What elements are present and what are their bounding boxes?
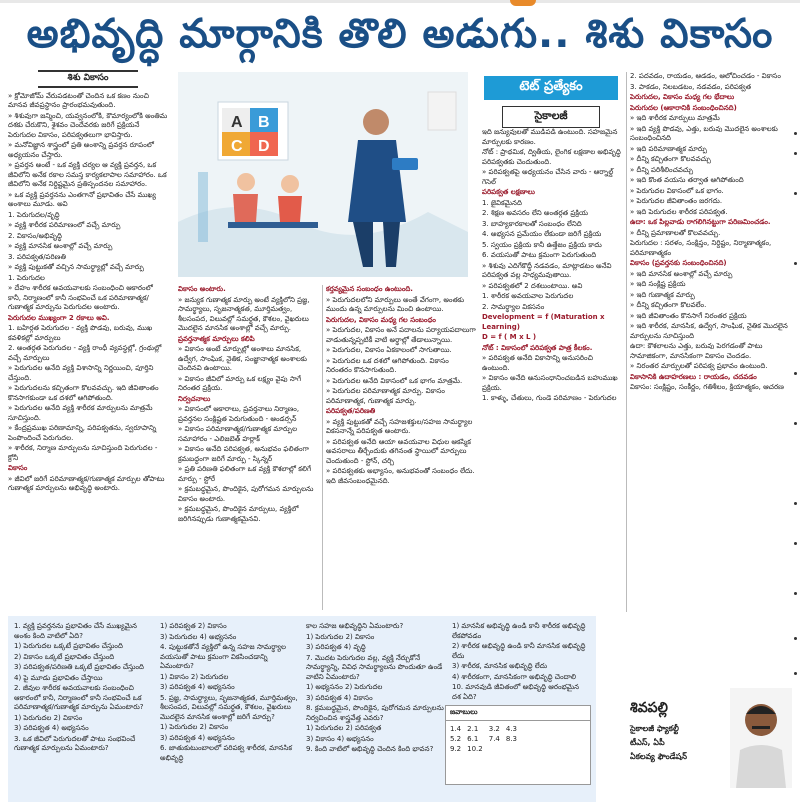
text-paragraph: » క్రమబద్ధమైన, పొందికైన, పురోగమన మార్పులను వికాసం అంటారు.	[178, 485, 314, 503]
answer-cell: 8.3	[505, 735, 518, 743]
text-paragraph: 3) శారీరక, మానసిక అభివృద్ధి లేదు	[452, 662, 548, 670]
text-paragraph: » దీన్ని కచ్చితంగా కొలవలేం.	[630, 301, 707, 309]
svg-text:B: B	[258, 114, 270, 131]
text-paragraph: పెరుగుదల : సరళం, సంక్షిప్తం, నిర్దిష్టం, నిర్మాణాత్మకం, పరిమాణాత్మకం	[630, 239, 772, 257]
text-paragraph: 3. ఒక జీవిలో పెరుగుదలతో పాటు సంభవించే గుణాత్మక మార్పులను ఏమంటారు?	[14, 734, 136, 752]
column-2	[178, 285, 320, 610]
text-paragraph: 3) పరిపక్వత/పరిణతి ఒక్కటే ప్రభావితం చేస్తుంది	[14, 663, 144, 671]
text-paragraph: » ఇది జీవితాంతం కొనసాగే నిరంతర ప్రక్రియ	[630, 311, 747, 320]
text-paragraph: » దేహం శారీరక అవయవాలకు సంబంధించి ఆకారంలో కానీ, నిర్మాణంలో కానీ సంభవించే ఒక పరిమాణాత్మక/గుణాత్మక మార్పును పెరుగుదల అంటారు.	[8, 284, 153, 311]
answer-cell	[506, 744, 523, 754]
author-photo	[730, 688, 792, 788]
text-paragraph: వికాసం: సంక్లిష్టం, సంకీర్ణం, గతిశీలం, క్రియాత్మకం, ఆచరణ	[630, 383, 784, 391]
text-paragraph: » దీన్ని పరిశీలించవచ్చు	[630, 165, 694, 174]
text-paragraph: » పెరుగుదల, వికాసం అనే పదాలను పర్యాయపదాలుగా వాడుతున్నప్పటికీ వాటి అర్థాల్లో తేడాలున్నాయి.	[326, 326, 476, 344]
text-paragraph: D = f ( M x L )	[482, 333, 537, 341]
author-institute: ఏకలవ్య ఫౌండేషన్	[630, 752, 687, 761]
text-paragraph: » ఇది మానసిక అంశాల్లో వచ్చే మార్పు	[630, 269, 733, 278]
text-paragraph: » ఇది శారీరక మార్పులు మాత్రమే	[630, 114, 720, 122]
text-paragraph: » వికాసంలో ఆకారాలు, ప్రవర్తనాలు నిర్మాణం, ప్రవర్తనల సంక్లిష్టత పెరుగుతుంది - ఆండర్సన్	[178, 405, 300, 423]
answer-cell: 1.4	[450, 725, 462, 733]
text-paragraph: 1) పెరుగుదల 2) వికాసం	[160, 723, 229, 731]
text-paragraph: 1. జైవికమైనది	[482, 198, 522, 207]
text-paragraph: నిర్వచనాలు	[178, 394, 211, 403]
text-paragraph: 2. వికాసం/అభివృద్ధి	[8, 231, 62, 240]
text-paragraph: వికాసం	[8, 464, 28, 472]
text-paragraph: » వికాసం పరిమాణాత్మక/గుణాత్మక మార్పుల సమాహారం - ఎలిజబెత్ హర్లాక్	[178, 425, 298, 443]
tet-banner	[484, 76, 618, 128]
text-paragraph: 4) పై మూడు ప్రభావితం చేస్తాయి	[14, 673, 103, 682]
text-paragraph: » వ్యక్తి పుట్టుకతో వచ్చే సహజశక్తుల/సహజ సామర్థ్యాల వికసనాన్నే పరిపక్వత అంటారు.	[326, 417, 473, 435]
answer-key	[445, 705, 591, 785]
text-paragraph: ఉదా: ఒక పిల్లవాడు రాగలిగినట్టుగా పరిణమించడం.	[630, 218, 771, 226]
text-paragraph: 1) మానసిక అభివృద్ధి ఉండి కానీ శారీరక అభివృద్ధి లేకపోవడం	[452, 622, 586, 640]
text-paragraph: నోట్ : వికాసంలో పరిపక్వత పాత్ర కీలకం.	[482, 343, 593, 352]
text-paragraph: 1) అభ్యసనం 2) పెరుగుదల	[306, 683, 383, 691]
text-paragraph: 9. కింది వాటిలో అభివృద్ధి చెందిన కింది భావన?	[306, 745, 434, 753]
text-paragraph: » వ్యక్తి శారీరక పరిమాణంలో వచ్చే మార్పు	[8, 221, 121, 229]
text-paragraph: » ఇది పెరుగుదల శారీరక పరిపక్వత.	[630, 207, 728, 216]
text-paragraph: » పరిపక్వతలో 2 దశలుంటాయి. అవి	[482, 281, 583, 290]
text-paragraph: » పెరుగుదలను కచ్చితంగా కొలవవచ్చు. ఇది జీవితాంతం కొనసాగకుండా ఒక దశలో ఆగిపోతుంది.	[8, 384, 159, 402]
answer-cell: 4.3	[505, 725, 518, 733]
text-paragraph: 3) పరిపక్వత 4) వృద్ధి	[306, 643, 366, 651]
text-paragraph: 1. పెరుగుదల/వృద్ధి	[8, 210, 60, 219]
text-paragraph: 3) వికాసం 4) అభ్యసనం	[306, 734, 374, 743]
text-paragraph: 4) శారీరకంగా, మానసికంగా అభివృద్ధి చెందాలి	[452, 672, 577, 681]
quiz-column-1	[14, 622, 152, 798]
text-paragraph: » పరిపక్వతకు అభ్యాసం, అనుభవంతో సంబంధం లేదు. ఇది జీవసంబంధమైనది.	[326, 467, 475, 485]
psychology-label: సైకాలజీ	[502, 106, 600, 128]
text-paragraph: 1) పెరుగుదల ఒక్కటే ప్రభావితం చేస్తుంది	[14, 642, 123, 650]
text-paragraph: 3. బాహ్యకారకాలతో సంబంధం లేనిది	[482, 219, 582, 228]
text-paragraph: 3. పరిపక్వత/పరిణతి	[8, 252, 66, 261]
text-paragraph: » పరిపక్వత అనేది వికాసాన్ని అనుసరించి ఉంటుంది.	[482, 354, 593, 372]
tet-label: టెట్ ప్రత్యేకం	[484, 76, 618, 100]
text-paragraph: 1) వికాసం 2) పెరుగుదల	[160, 672, 229, 681]
text-paragraph: 1. బహిర్గత పెరుగుదల - వ్యక్తి పొడవు, బరువు, ముఖ కవళికల్లో మార్పులు	[8, 324, 153, 342]
text-paragraph: 10. మానవుడి జీవితంలో అభివృద్ధి ఆరంభమైన దశ ఏది?	[452, 683, 580, 701]
text-paragraph: కర్తవ్యమైన సంబంధం ఉంటుంది.	[326, 285, 413, 293]
text-paragraph: 8. క్రమబద్ధమైన, పొందికైన, పురోగమన మార్పులను నిర్వచించిన శాస్త్రవేత్త ఎవరు?	[306, 704, 444, 722]
answer-cell: 3.2	[488, 725, 500, 733]
text-paragraph: 1. పెరుగుదల	[8, 273, 45, 282]
text-paragraph: 3) పెరుగుదల 4) అభ్యసనం	[160, 632, 237, 641]
answer-cell: 9.2	[450, 745, 462, 753]
author-name: శివపల్లి	[630, 700, 668, 716]
text-paragraph: పరిపక్వత/పరిణతి	[326, 407, 376, 415]
text-paragraph: 1. శారీరక అవయవాల పెరుగుదల	[482, 292, 574, 300]
text-paragraph: 6. జాతుకుటుంబాలలో పరిపక్వ శారీరక, మానసిక అభివృద్ధి	[160, 744, 293, 762]
answer-key-label: జవాబులు	[446, 706, 590, 721]
text-paragraph: » నిరంతర మార్పులతో పరిపక్వ ప్రభావం ఉంటుంది.	[630, 362, 768, 370]
quiz-column-4	[452, 622, 590, 712]
text-paragraph: 3) పరిపక్వత 4) వికాసం	[306, 693, 373, 702]
text-paragraph: 1) పరిపక్వత 2) వికాసం	[160, 622, 227, 630]
text-paragraph: 1. వ్యక్తి ప్రవర్తనను ప్రభావితం చేసే ముఖ్యమైన అంశం కింది వాటిలో ఏది?	[14, 622, 137, 640]
page-edge-bullets	[792, 72, 800, 802]
text-paragraph: 2. సామర్థ్యాల వికసనం	[482, 302, 545, 311]
text-paragraph: » పెరుగుదల అనేది వికాసంలో ఒక భాగం మాత్రమే.	[326, 376, 463, 385]
text-paragraph: 2) శారీరక అభివృద్ధి ఉండి కానీ మానసిక అభివృద్ధి లేదు	[452, 642, 586, 660]
text-paragraph: » పెరుగుదల పరిమాణాత్మక మార్పు. వికాసం పరిమాణాత్మక, గుణాత్మక మార్పు.	[326, 387, 445, 405]
text-paragraph: » దీన్ని ప్రమాణాలతో కొలవవచ్చు.	[630, 228, 721, 237]
text-paragraph: 6. వయసుతో పాటు క్రమంగా పెరుగుతుంది	[482, 251, 597, 259]
text-paragraph: » క్రమబద్ధమైన, పొందికైన మార్పులు, వ్యక్తిలో జరిగినప్పుడు గుణాత్మకమైనవి.	[178, 505, 299, 523]
text-paragraph: » పెరుగుదల అనేది వ్యక్తి శారీరక మార్పులను మాత్రమే సూచిస్తుంది.	[8, 404, 153, 422]
text-paragraph: 5. స్వయం ప్రక్రియ కానీ ఉత్తేజం ప్రక్రియ కాదు	[482, 240, 602, 249]
text-paragraph: » వ్యక్తి పుట్టుకతో వచ్చిన సామర్థ్యాల్లో వచ్చే మార్పు	[8, 263, 144, 271]
text-paragraph: ఇది జన్యువులతో ముడిపడి ఉంటుంది. సహజమైన మార్పులకు కారణం.	[482, 128, 618, 146]
author-role: సైకాలజీ ఫ్యాకల్టీ	[630, 724, 679, 733]
text-paragraph: 4. పుట్టుకతోనే వ్యక్తిలో ఉన్న సహజ సామర్థ్యాల వయసుతో పాటు క్రమంగా వికసించడాన్ని ఏమంటారు?	[160, 643, 286, 670]
text-paragraph: » కేంద్రప్రముఖ పరిణామాన్ని, పరిపక్వతను, స్వరూపాన్ని పెంపొందించే పెరుగుదల.	[8, 424, 157, 442]
text-paragraph: » పెరుగుదల ఒక దశలో ఆగిపోతుంది. వికాసం నిరంతరం కొనసాగుతుంది.	[326, 356, 449, 374]
answer-cell: 10.2	[467, 745, 483, 753]
text-paragraph: Development = f (Maturation x Learning)	[482, 313, 605, 331]
text-paragraph: » మనోవిజ్ఞాన శాస్త్రంలో ప్రతి అంశాన్ని ప్రవర్తన రూపంలో అధ్యయనం చేస్తారు.	[8, 141, 154, 159]
text-paragraph: 2. శిక్షణ అవసరం లేని అంతర్గత ప్రక్రియ	[482, 209, 588, 217]
column-4	[482, 128, 622, 610]
text-paragraph: వికాసం (ప్రవర్తనకు సంబంధించినది)	[630, 259, 727, 267]
answer-table	[450, 724, 523, 754]
text-paragraph: 1) పెరుగుదల 2) పరిపక్వత	[306, 724, 382, 732]
text-paragraph: 1. కాళ్ళు, చేతులు, గుండె పరిమాణం - పెరుగుదల	[482, 394, 617, 402]
column-3	[326, 285, 476, 610]
text-paragraph: » ఇది కొంత వయసు తర్వాత ఆగిపోతుంది	[630, 176, 744, 184]
text-paragraph: » వికాసం అనేది పరిపక్వత, అనుభవం ఫలితంగా క్రమబద్ధంగా జరిగే మార్పు - స్కిన్నర్	[178, 445, 309, 463]
text-paragraph: 2. అంతర్గత పెరుగుదల - వ్యక్తి రాంధీ వ్యవస్థల్లో, గ్రంథుల్లో వచ్చే మార్పులు	[8, 344, 162, 362]
quiz-column-3	[306, 622, 444, 798]
text-paragraph: » ఇది సంక్లిష్ట ప్రక్రియ	[630, 280, 686, 288]
quiz-column-2	[160, 622, 298, 798]
column-5	[630, 72, 788, 662]
answer-cell	[489, 744, 506, 754]
text-paragraph: » జీవిలో జరిగే పరిమాణాత్మక/గుణాత్మక మార్పుల తోపాటు గుణాత్మక మార్పులను అభివృద్ధి అంటారు.	[8, 474, 165, 492]
text-paragraph: » జన్యుక గుణాత్మక మార్పు అంటే వ్యక్తిలోని ప్రజ్ఞ, సామర్థ్యాలు, సృజనాత్మకత, మూర్తిమత్వం, శీలసంపద, విలువల్లో సమర్థత, కౌశలం, వైఖరులు మొదలైన మానసిక అంశాల్లో వచ్చే మార్పు.	[178, 295, 310, 332]
text-paragraph: » వికాసం జీవిలో మార్పు ఒక లక్ష్యం వైపు సాగే నిరంతర ప్రక్రియ.	[178, 374, 302, 392]
text-paragraph: » పెరుగుదల వికాసంలో ఒక భాగం.	[630, 186, 724, 195]
text-paragraph: » క్రోమోజోమ్ వేరుపడటంతో చెందిన ఒక కణం నుంచి మానవ జీవప్రస్థానం ప్రారంభమవుతుంది.	[8, 91, 149, 109]
text-paragraph: 2) వికాసం ఒక్కటే ప్రభావితం చేస్తుంది	[14, 652, 115, 661]
text-paragraph: » పెరుగుదలలోని మార్పులు అంతే వేగంగా, అంతకు ముందు ఉన్న మార్పులను మించి ఉంటాయి.	[326, 295, 464, 313]
text-paragraph: » శిశువుగా జన్మించి, యవ్వనంలోకి, కౌమార్యంలోకి అంతిమ దశకు చేరుకొని, శైశవం చెందేవరకు జరిగే ప్రక్రియనే పెరుగుదల వికాసం, పరిపక్వతలుగా భావిస్తారు.	[8, 111, 168, 139]
text-paragraph: » పెరుగుదల అనేది వ్యక్తి విశాసాన్ని నిర్ణయించి, పూర్తిని చేస్తుంది.	[8, 364, 154, 382]
text-paragraph: » వ్యక్తి మానసిక అంశాల్లో వచ్చే మార్పు	[8, 242, 113, 250]
text-paragraph: పరిపక్వత లక్షణాలు	[482, 188, 535, 196]
answer-cell: 7.4	[488, 735, 500, 743]
text-paragraph: 3) పరిపక్వత 4) అభ్యసనం	[160, 733, 235, 742]
text-paragraph: » పెరుగుదల జీవితాంతం జరగదు.	[630, 197, 723, 205]
text-paragraph: పెరుగుదల, వికాసం మధ్య గల సంబంధం	[326, 315, 436, 324]
text-paragraph: » ప్రతి పరిణతి ఫలితంగా ఒక వ్యక్తి కౌశలాల్లో కలిగే మార్పు - స్టోరే	[178, 465, 312, 483]
text-paragraph: వికాసం అంటారు.	[178, 285, 226, 293]
answer-cell: 2.1	[467, 725, 479, 733]
text-paragraph: కాల సహజ అభివృద్ధిని ఏమంటారు?	[306, 622, 404, 630]
text-paragraph: పెరుగుదల (ఆకారానికి సంబంధించినది)	[630, 103, 737, 112]
text-paragraph: 2. జీవుల శారీరక అవయవాలకు సంబంధించి ఆకారంలో కానీ, నిర్మాణంలో కానీ సంభవించే ఒక పరిమాణాత్మక/గుణాత్మక మార్పును ఏమంటారు?	[14, 684, 144, 711]
author-block	[600, 668, 795, 798]
text-paragraph: » ఇది గుణాత్మక మార్పు	[630, 290, 695, 299]
text-paragraph: » పరిపక్వతపై అధ్యయనం చేసిన వారు - ఆర్నాల్డ్ గెసెల్	[482, 168, 614, 186]
text-paragraph: » శిశువు ఎదిగేకొద్దీ నడవడం, మాట్లాడటం అనేవి పరిపక్వత వల్ల సాధ్యమవుతాయి.	[482, 261, 612, 279]
text-paragraph: » ఇది పరిమాణాత్మక మార్పు	[630, 144, 707, 153]
text-paragraph: 1) పెరుగుదల 2) వికాసం	[306, 632, 375, 641]
classroom-illustration	[178, 72, 468, 277]
text-paragraph: పెరుగుదల ముఖ్యంగా 2 రకాలు అవి.	[8, 313, 110, 322]
text-paragraph: 2. పదవడం, రాయడం, ఆడడం, ఆలోచించడం - వికాసం	[630, 72, 781, 80]
text-paragraph: 3) పరిపక్వత 4) అభ్యసనం	[14, 724, 89, 732]
svg-text:A: A	[231, 114, 243, 131]
headline: అభివృద్ధి మార్గానికి తొలి అడుగు.. శిశు వికాసం	[26, 11, 774, 57]
svg-text:D: D	[258, 138, 270, 155]
text-paragraph: » పరిపక్వత అనేది ఆయా అవయవాల విధుల ఆకస్మిక అవసరాలు తీర్చేందుకు తగినంత స్థాయిలో మార్పులు చెందుతుంది - స్టోన్, చర్చి	[326, 437, 471, 465]
author-region: టీఎస్, ఏపీ	[630, 738, 665, 747]
text-paragraph: » ఇది వ్యక్తి పొడవు, ఎత్తు, బరువు మొదలైన అంశాలకు సంబంధించినది	[630, 124, 778, 142]
text-paragraph: » ఇది శారీరక, మానసిక, ఉద్వేగ, సాంఘిక, నైతిక మొదలైన మార్పులను సూచిస్తుంది	[630, 322, 788, 340]
text-paragraph: » ఒక వ్యక్తి ప్రవర్తనను ఎంతగానో ప్రభావితం చేసే ముఖ్య అంశాలు మూడు. అవి	[8, 190, 156, 208]
text-paragraph: 1) పెరుగుదల 2) వికాసం	[14, 713, 83, 722]
text-paragraph: పెరుగుదల, వికాసం మధ్య గల భేదాలు	[630, 93, 735, 101]
column-left	[8, 70, 168, 610]
text-paragraph: ఉదా: కౌశలాలను ఎత్తు, బరువు పెరగడంతో పాటు సామాజికంగా, మానసికంగా వికాసం చెందడం.	[630, 342, 763, 360]
answer-cell: 5.2	[450, 735, 462, 743]
text-paragraph: నోట్ : ప్రాథమిక, ద్వితీయ, లైంగిక లక్షణాల అభివృద్ధి పరిపక్వతకు చెందుతుంది.	[482, 148, 621, 166]
text-paragraph: 5. ప్రజ్ఞ, సామర్థ్యాలు, సృజనాత్మకత, మూర్తిమత్వం, శీలసంపద, విలువల్లో సమర్థత, కౌశలం, వైఖరులు మొదలైన మానసిక అంశాల్లో జరిగే మార్పు?	[160, 693, 298, 721]
text-paragraph: » ప్రవర్తన అంటే - ఒక వ్యక్తి చర్యల ఆ వ్యక్తి ప్రవర్తన, ఒక జీవిలోని అనేక రకాల సమస్త కార్యకలాపాల సమాహారం. ఒక జీవిలోని అనేక నిర్దిష్టమైన ప్రతిస్పందనల సమాహారం.	[8, 161, 167, 188]
text-paragraph: 4. అభ్యసన ప్రమేయం లేకుండా జరిగే ప్రక్రియ	[482, 230, 602, 238]
svg-text:C: C	[231, 138, 243, 155]
text-paragraph: » పెరుగుదల, వికాసం ఏకకాలంలో సాగుతాయి.	[326, 346, 452, 354]
text-paragraph: వికాసానికి ఉదాహరణలు : రాయడం, చదవడం	[630, 372, 757, 381]
text-paragraph: » శారీరక, నిర్మాణ మార్పులను సూచిస్తుంది పెరుగుదల - క్రోనీ	[8, 444, 158, 462]
text-paragraph: 7. మొదట పెరుగుదల వల్ల, వ్యక్తి నేర్చుకోనే సామర్థ్యాన్ని, వివిధ సామర్థ్యాలను పొందుతూ ఉండే వాటిని ఏమంటారు?	[306, 653, 443, 681]
section-heading: శిశు వికాసం	[38, 70, 138, 88]
text-paragraph: 3) పరిపక్వత 4) అభ్యసనం	[160, 683, 235, 691]
text-paragraph: » వికాసం అంటే మార్పుల్లో అంశాలు మానసిక, ఉద్వేగ, సాంఘిక, నైతిక, సంజ్ఞానాత్మక అంశాలకు చెందినవి ఉంటాయి.	[178, 345, 307, 372]
text-paragraph: » దీన్ని కచ్చితంగా కొలవవచ్చు	[630, 155, 711, 163]
text-paragraph: 3. పాకడం, నిలబడటం, నడవడం, పరిపక్వత	[630, 82, 752, 91]
answer-cell: 6.1	[467, 735, 479, 743]
text-paragraph: » వికాసం అనేది అనుసంధానించబడిన బహుముఖ ప్రక్రియ.	[482, 374, 618, 392]
text-paragraph: ప్రవర్తనాత్మక మార్పులు కలిపి	[178, 334, 255, 343]
